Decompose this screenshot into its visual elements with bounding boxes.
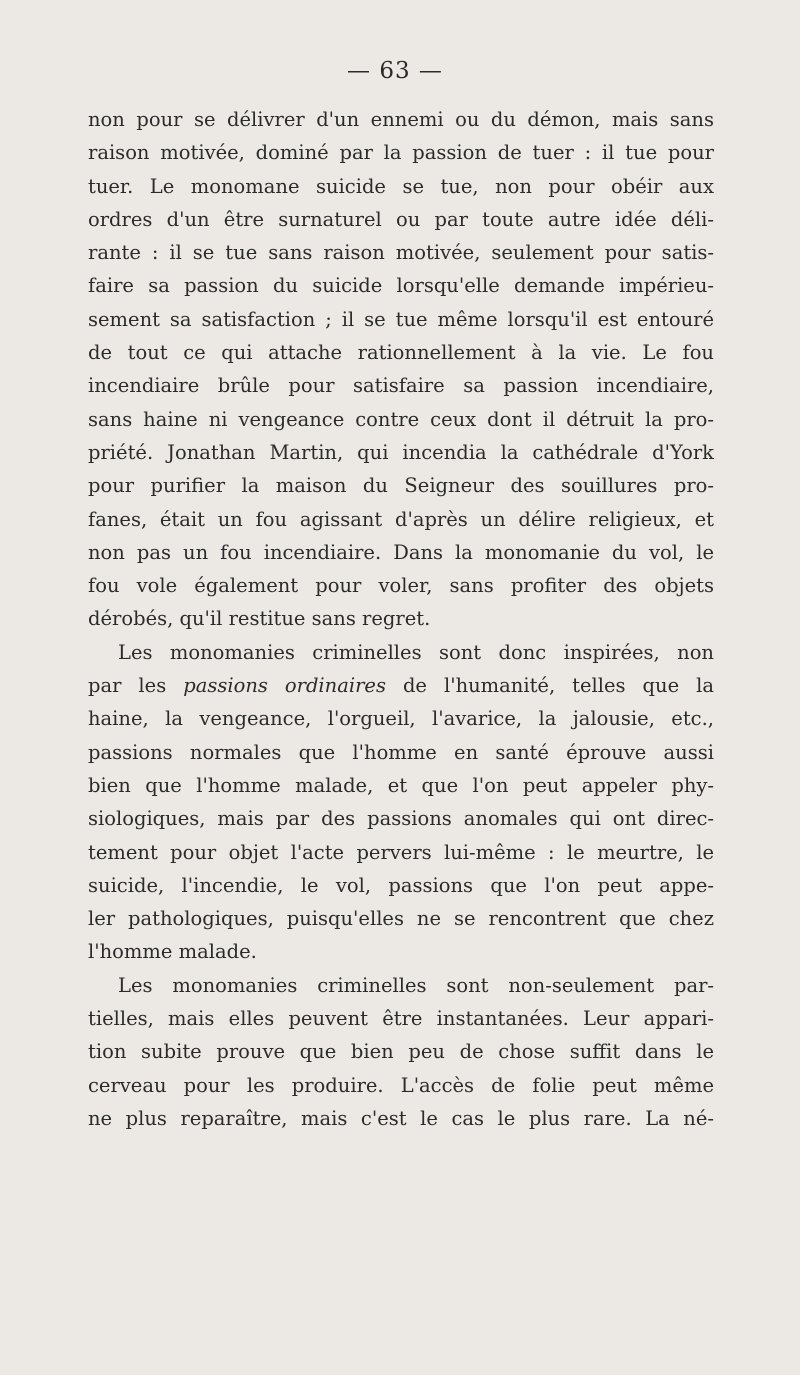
text-line: ler pathologiques, puisqu'elles ne se rencontrent que chez xyxy=(88,907,714,931)
text-line: par les passions ordinaires de l'humanité, telles que la xyxy=(88,674,714,698)
text-line: ordres d'un être surnaturel ou par toute autre idée déli- xyxy=(88,207,714,231)
text-line: siologiques, mais par des passions anomales qui ont direc- xyxy=(88,807,714,831)
text-line: fanes, était un fou agissant d'après un délire religieux, et xyxy=(88,507,714,531)
text-line: Les monomanies criminelles sont non-seulement par- xyxy=(118,973,714,997)
body-text xyxy=(88,103,714,1135)
text-line: tion subite prouve que bien peu de chose suffit dans le xyxy=(88,1040,714,1064)
text-line: pour purifier la maison du Seigneur des souillures pro- xyxy=(88,474,714,498)
text-line: sans haine ni vengeance contre ceux dont il détruit la pro- xyxy=(88,407,714,431)
text-line: haine, la vengeance, l'orgueil, l'avarice, la jalousie, etc., xyxy=(88,707,714,731)
text-line: sement sa satisfaction ; il se tue même lorsqu'il est entouré xyxy=(88,307,714,331)
text-line: cerveau pour les produire. L'accès de folie peut même xyxy=(88,1073,714,1097)
text-line: fou vole également pour voler, sans profiter des objets xyxy=(88,574,714,598)
text-line: non pas un fou incendiaire. Dans la monomanie du vol, le xyxy=(88,540,714,564)
text-line: l'homme malade. xyxy=(88,940,257,964)
text-line: ne plus reparaître, mais c'est le cas le plus rare. La né- xyxy=(88,1106,714,1130)
text-line: incendiaire brûle pour satisfaire sa passion incendiaire, xyxy=(88,374,714,398)
text-line: priété. Jonathan Martin, qui incendia la cathédrale d'York xyxy=(88,440,714,464)
text-line: tement pour objet l'acte pervers lui-même : le meurtre, le xyxy=(88,840,714,864)
text-line: tielles, mais elles peuvent être instantanées. Leur appari- xyxy=(88,1007,714,1031)
text-line: bien que l'homme malade, et que l'on peut appeler phy- xyxy=(88,773,714,797)
text-line: rante : il se tue sans raison motivée, seulement pour satis- xyxy=(88,241,714,265)
text-line: tuer. Le monomane suicide se tue, non pour obéir aux xyxy=(88,174,714,198)
text-line: suicide, l'incendie, le vol, passions que l'on peut appe- xyxy=(88,873,714,897)
page-number: — 63 — xyxy=(347,58,443,84)
text-line: raison motivée, dominé par la passion de tuer : il tue pour xyxy=(88,141,714,165)
text-line: de tout ce qui attache rationnellement à la vie. Le fou xyxy=(88,341,714,365)
text-line: faire sa passion du suicide lorsqu'elle demande impérieu- xyxy=(88,274,714,298)
text-line: Les monomanies criminelles sont donc inspirées, non xyxy=(118,640,714,664)
text-line: dérobés, qu'il restitue sans regret. xyxy=(88,607,431,631)
text-line: non pour se délivrer d'un ennemi ou du démon, mais sans xyxy=(88,108,714,131)
text-line: passions normales que l'homme en santé éprouve aussi xyxy=(88,740,714,764)
